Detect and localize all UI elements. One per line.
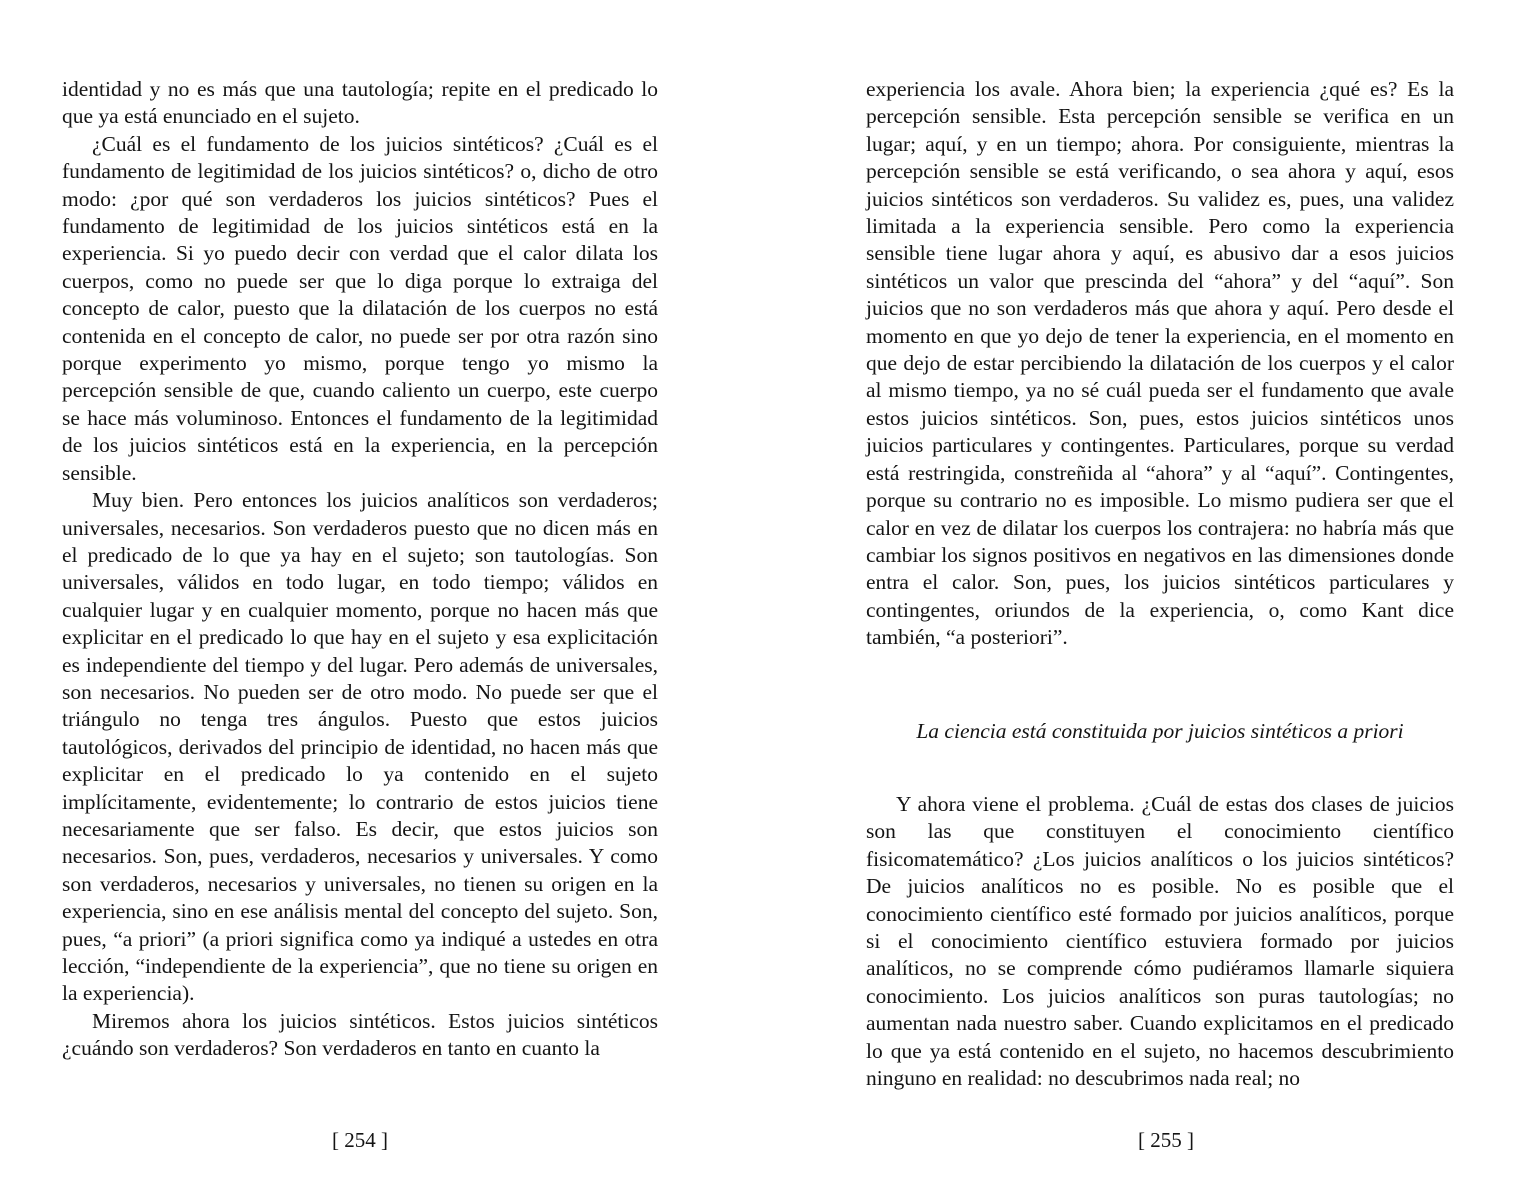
left-page xyxy=(0,0,766,1204)
section-heading: La ciencia está constituida por juicios sintéticos a priori xyxy=(916,718,1404,743)
paragraph: Miremos ahora los juicios sintéticos. Estos juicios sintéticos ¿cuándo son verdaderos? Son verdaderos en tanto en cuanto la xyxy=(62,1008,658,1061)
paragraph: Muy bien. Pero entonces los juicios analíticos son verdaderos; universales, necesarios. Son verdaderos puesto que no dicen más en el predicado de lo que ya hay en el sujeto; son tautologías. Son universales, válidos en todo lugar, en todo tiempo; válidos en cualquier lugar y en cualquier momento, porque no hacen más que explicitar en el predicado lo que hay en el sujeto y esa explicitación es independiente del tiempo y del lugar. Pero además de universales, son necesarios. No pueden ser de otro modo. No puede ser que el triángulo no tenga tres ángulos. Puesto que estos juicios tautológicos, derivados del principio de identidad, no hacen más que explicitar en el predicado lo ya contenido en el sujeto implícitamente, evidentemente; lo contrario de estos juicios tiene necesariamente que ser falso. Es decir, que estos juicios son necesarios. Son, pues, verdaderos, necesarios y universales. Y como son verdaderos, necesarios y universales, no tienen su origen en la experiencia, sino en ese análisis mental del concepto del sujeto. Son, pues, “a priori” (a priori significa como ya indiqué a ustedes en otra lección, “independiente de la experiencia”, que no tiene su origen en la experiencia). xyxy=(62,488,658,1006)
right-page xyxy=(766,0,1533,1204)
page-number: [ 254 ] xyxy=(332,1128,388,1152)
right-page-text-column xyxy=(866,76,1454,1092)
paragraph: experiencia los avale. Ahora bien; la experiencia ¿qué es? Es la percepción sensible. Esta percepción sensible se verifica en un lugar; aquí, y en un tiempo; ahora. Por consiguiente, mientras la percepción sensible se está verificando, o sea ahora y aquí, esos juicios sintéticos son verdaderos. Su validez es, pues, una validez limitada a la experiencia sensible. Pero como la experiencia sensible tiene lugar ahora y aquí, es abusivo dar a esos juicios sintéticos un valor que prescinda del “ahora” y del “aquí”. Son juicios que no son verdaderos más que ahora y aquí. Pero desde el momento en que yo dejo de tener la experiencia, en el momento en que dejo de estar percibiendo la dilatación de los cuerpos y el calor al mismo tiempo, ya no sé cuál pueda ser el fundamento que avale estos juicios sintéticos. Son, pues, estos juicios sintéticos unos juicios particulares y contingentes. Particulares, porque su verdad está restringida, constreñida al “ahora” y al “aquí”. Contingentes, porque su contrario no es imposible. Lo mismo pudiera ser que el calor en vez de dilatar los cuerpos los contrajera: no habría más que cambiar los signos positivos en negativos en las dimensiones donde entra el calor. Son, pues, los juicios sintéticos particulares y contingentes, oriundos de la experiencia, o, como Kant dice también, “a posteriori”. xyxy=(866,77,1454,650)
page-number: [ 255 ] xyxy=(1138,1128,1194,1152)
paragraph: ¿Cuál es el fundamento de los juicios sintéticos? ¿Cuál es el fundamento de legitimidad de los juicios sintéticos? o, dicho de otro modo: ¿por qué son verdaderos los juicios sintéticos? Pues el fundamento de legitimidad de los juicios sintéticos está en la experiencia. Si yo puedo decir con verdad que el calor dilata los cuerpos, como no puede ser que lo diga porque lo extraiga del concepto de calor, puesto que la dilatación de los cuerpos no está contenida en el concepto de calor, no puede ser por otra razón sino porque experimento yo mismo, porque tengo yo mismo la percepción sensible de que, cuando caliento un cuerpo, este cuerpo se hace más voluminoso. Entonces el fundamento de la legitimidad de los juicios sintéticos está en la experiencia, en la percepción sensible. xyxy=(62,131,658,485)
paragraph: identidad y no es más que una tautología; repite en el predicado lo que ya está enunciado en el sujeto. xyxy=(62,77,658,129)
left-page-text-column xyxy=(62,76,658,1063)
paragraph: Y ahora viene el problema. ¿Cuál de estas dos clases de juicios son las que constituyen el conocimiento científico fisicomatemático? ¿Los juicios analíticos o los juicios sintéticos? De juicios analíticos no es posible. No es posible que el conocimiento científico esté formado por juicios analíticos, porque si el conocimiento científico estuviera formado por juicios analíticos, no se comprende cómo pudiéramos llamarle siquiera conocimiento. Los juicios analíticos son puras tautologías; no aumentan nada nuestro saber. Cuando explicitamos en el predicado lo que ya está contenido en el sujeto, no hacemos descubrimiento ninguno en realidad: no descubrimos nada real; no xyxy=(866,791,1454,1090)
